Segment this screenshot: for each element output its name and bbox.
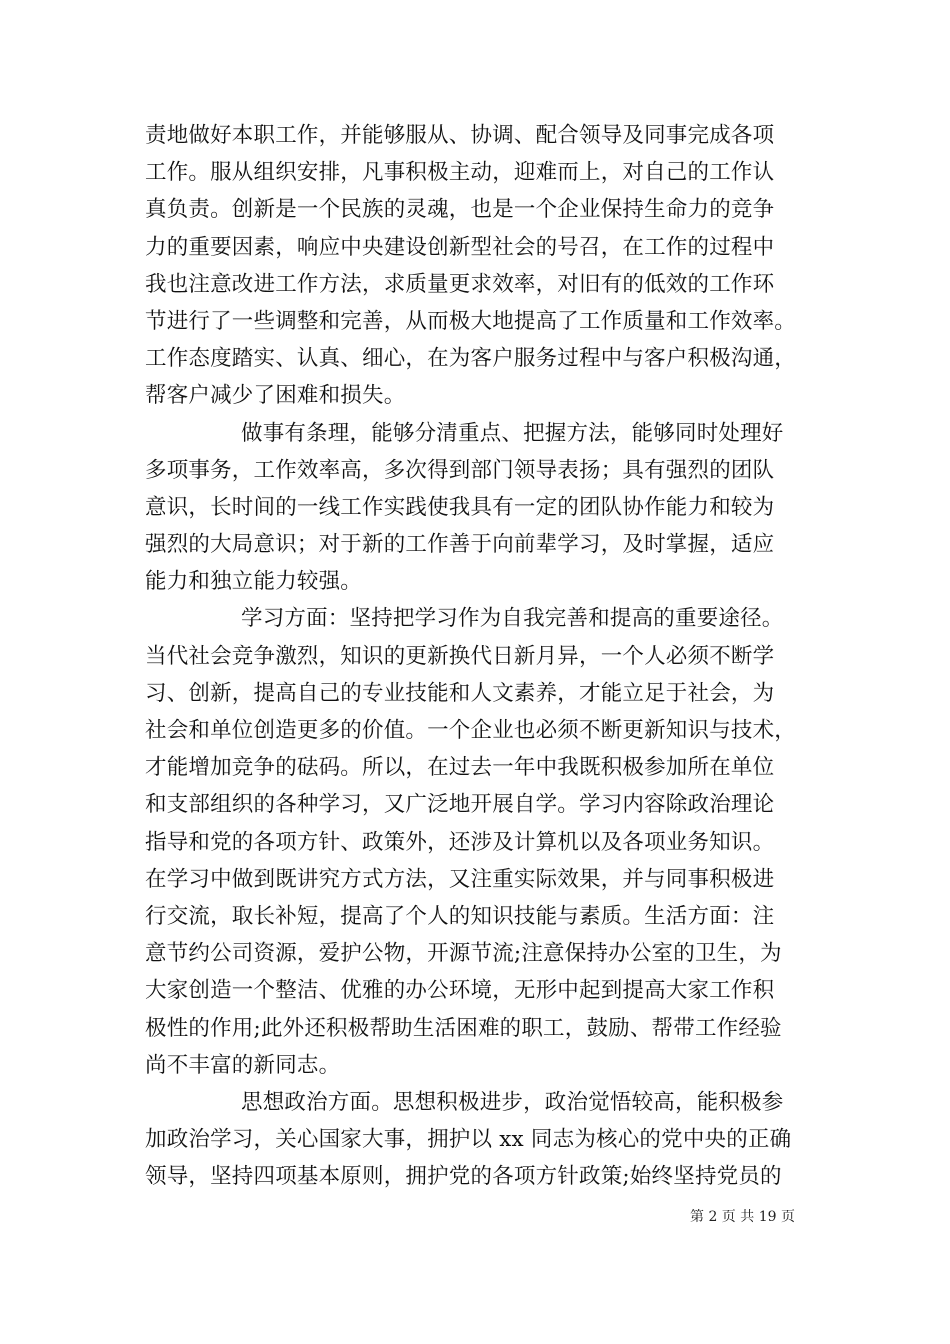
text-line: 指导和党的各项方针、政策外，还涉及计算机以及各项业务知识。 bbox=[145, 829, 775, 855]
text-line: 工作态度踏实、认真、细心，在为客户服务过程中与客户积极沟通， bbox=[145, 346, 797, 372]
text-line: 能力和独立能力较强。 bbox=[145, 569, 363, 595]
text-line: 领导，坚持四项基本原则，拥护党的各项方针政策;始终坚持党员的 bbox=[145, 1164, 782, 1190]
text-line: 大家创造一个整洁、优雅的办公环境，无形中起到提高大家工作积 bbox=[145, 978, 775, 1004]
text-line: 节进行了一些调整和完善，从而极大地提高了工作质量和工作效率。 bbox=[145, 308, 797, 334]
text-line: 我也注意改进工作方法，求质量更求效率，对旧有的低效的工作环 bbox=[145, 271, 775, 297]
text-line: 当代社会竞争激烈，知识的更新换代日新月异，一个人必须不断学 bbox=[145, 643, 775, 669]
paragraph-first-line: 思想政治方面。思想积极进步，政治觉悟较高，能积极参 bbox=[241, 1089, 784, 1115]
text-line: 和支部组织的各种学习，又广泛地开展自学。学习内容除政治理论 bbox=[145, 792, 775, 818]
text-line: 加政治学习，关心国家大事，拥护以 xx 同志为核心的党中央的正确 bbox=[145, 1127, 792, 1153]
text-line: 行交流，取长补短，提高了个人的知识技能与素质。生活方面：注 bbox=[145, 903, 775, 929]
text-line: 极性的作用;此外还积极帮助生活困难的职工，鼓励、帮带工作经验 bbox=[145, 1015, 782, 1041]
text-line: 责地做好本职工作，并能够服从、协调、配合领导及同事完成各项 bbox=[145, 123, 775, 148]
text-line: 强烈的大局意识；对于新的工作善于向前辈学习，及时掌握，适应 bbox=[145, 532, 775, 558]
text-line: 工作。服从组织安排，凡事积极主动，迎难而上，对自己的工作认 bbox=[145, 160, 775, 186]
paragraph-first-line: 学习方面：坚持把学习作为自我完善和提高的重要途径。 bbox=[241, 606, 784, 632]
text-line: 在学习中做到既讲究方式方法，又注重实际效果，并与同事积极进 bbox=[145, 866, 775, 892]
text-line: 意节约公司资源，爱护公物，开源节流;注意保持办公室的卫生，为 bbox=[145, 941, 782, 967]
text-line: 才能增加竞争的砝码。所以，在过去一年中我既积极参加所在单位 bbox=[145, 755, 775, 781]
text-line: 社会和单位创造更多的价值。一个企业也必须不断更新知识与技术， bbox=[145, 718, 797, 743]
text-line: 帮客户减少了困难和损失。 bbox=[145, 383, 406, 409]
text-line: 意识，长时间的一线工作实践使我具有一定的团队协作能力和较为 bbox=[145, 494, 775, 520]
text-line: 多项事务，工作效率高，多次得到部门领导表扬；具有强烈的团队 bbox=[145, 457, 775, 483]
page-number-footer: 第 2 页 共 19 页 bbox=[690, 1209, 795, 1225]
text-line: 力的重要因素，响应中央建设创新型社会的号召，在工作的过程中 bbox=[145, 234, 775, 260]
text-line: 习、创新，提高自己的专业技能和人文素养，才能立足于社会，为 bbox=[145, 680, 775, 706]
text-line: 尚不丰富的新同志。 bbox=[145, 1052, 341, 1078]
text-line: 真负责。创新是一个民族的灵魂，也是一个企业保持生命力的竞争 bbox=[145, 197, 775, 223]
paragraph-first-line: 做事有条理，能够分清重点、把握方法，能够同时处理好 bbox=[241, 420, 784, 446]
document-body bbox=[145, 117, 820, 1195]
